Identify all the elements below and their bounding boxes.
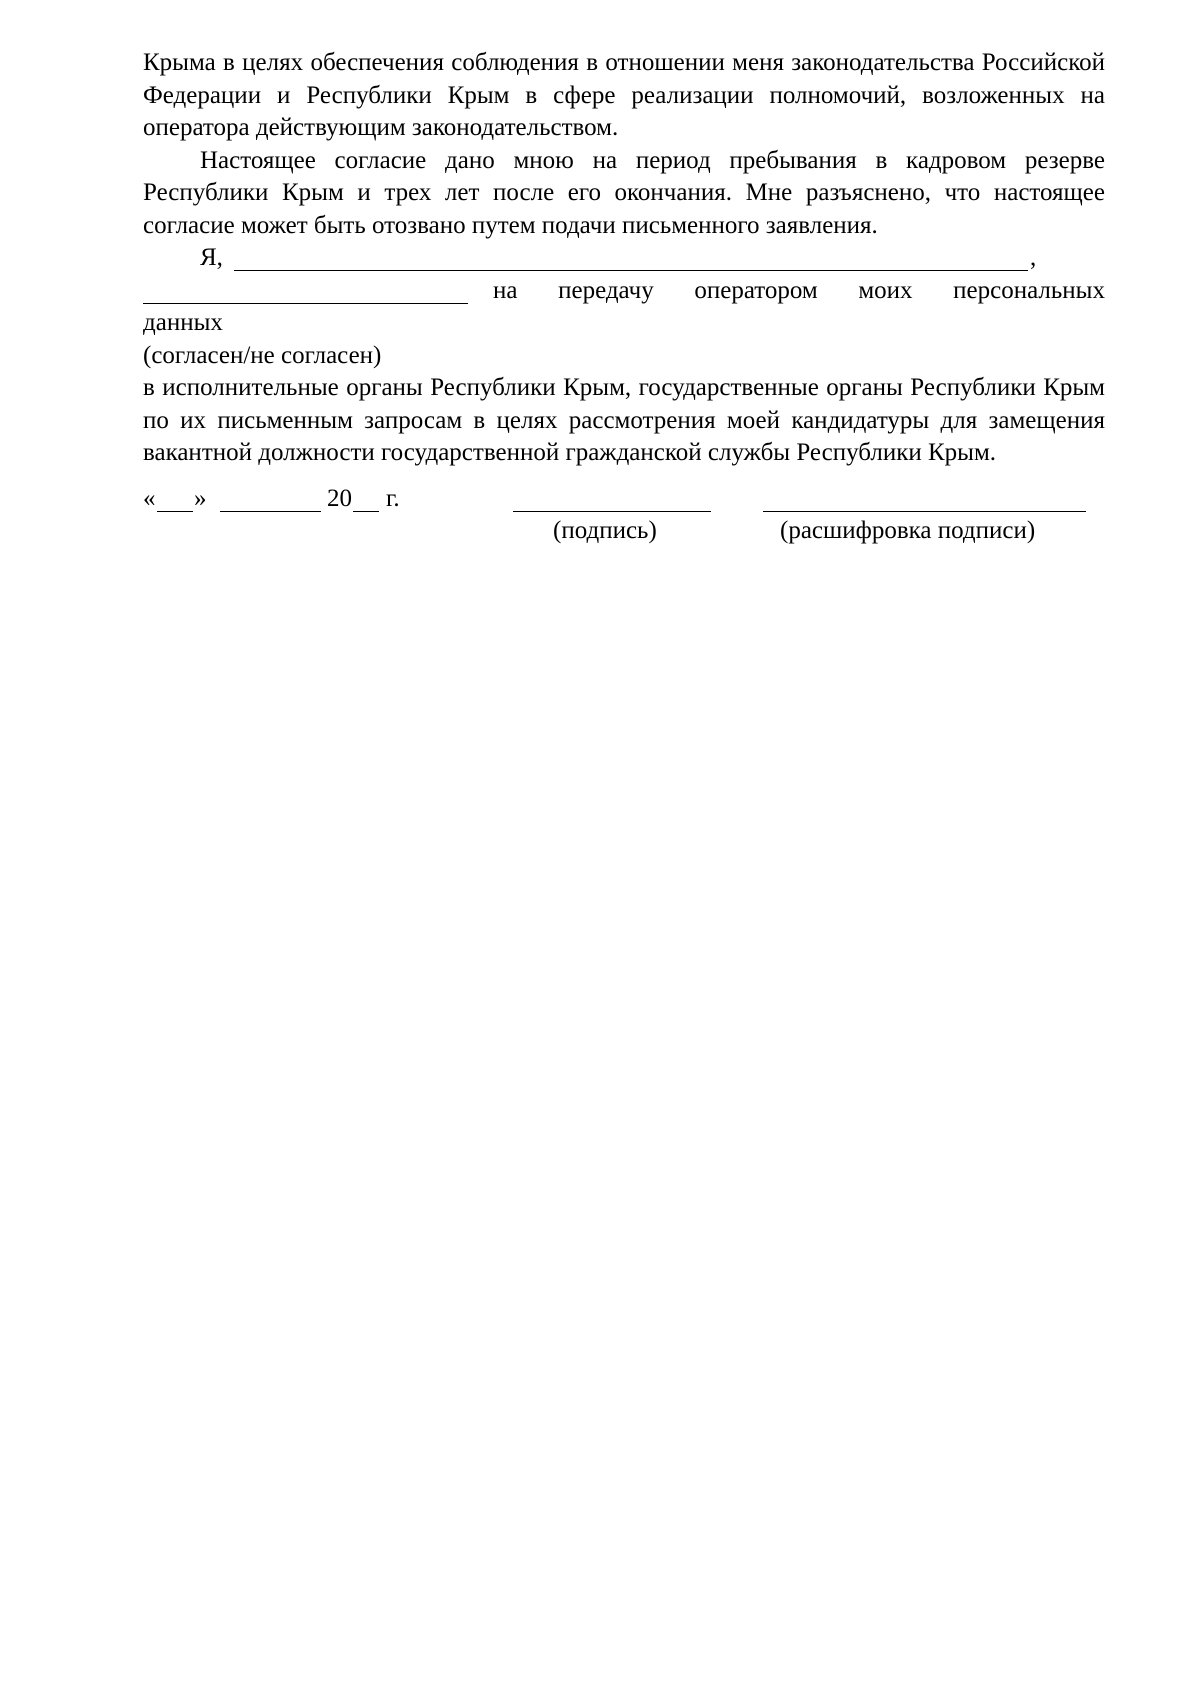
consent-transfer-line	[143, 275, 1105, 308]
paragraph-consent-period: Настоящее согласие дано мною на период пребывания в кадровом резерве Республики Крым и трех лет после его окончания. Мне разъяснено, что настоящее согласие может быть отозвано путем подачи письменного заявления.	[143, 146, 1105, 239]
quote-open: «	[143, 484, 156, 512]
transfer-word: моих	[858, 276, 913, 304]
paragraph-recipients: в исполнительные органы Республики Крым, государственные органы Республики Крым по их письменным запросам в целях рассмотрения моей кандидатуры для замещения вакантной должности государственной гражданской службы Республики Крым.	[143, 374, 1105, 466]
day-field[interactable]	[157, 487, 193, 512]
transfer-word: на	[493, 276, 518, 304]
transfer-word: оператором	[694, 276, 818, 304]
document-page	[143, 47, 1105, 548]
quote-close: »	[194, 484, 207, 512]
transfer-word: передачу	[558, 276, 654, 304]
data-word: данных	[143, 309, 223, 336]
date-signature-line	[143, 483, 1105, 516]
transfer-word: персональных	[953, 276, 1105, 304]
signature-caption: (подпись)	[553, 517, 657, 544]
signature-field[interactable]	[513, 487, 711, 512]
transfer-words	[493, 275, 1105, 308]
signature-captions-line	[143, 515, 1105, 548]
consent-hint: (согласен/не согласен)	[143, 341, 382, 369]
full-name-field[interactable]	[234, 246, 1028, 271]
year-suffix: г.	[386, 484, 400, 512]
year-field[interactable]	[353, 487, 379, 512]
paragraph-operator-purpose: Крыма в целях обеспечения соблюдения в отношении меня законодательства Российской Федерации и Республики Крым в сфере реализации полномочий, возложенных на оператора действующим законодательством.	[143, 49, 1105, 141]
name-line	[143, 242, 1105, 275]
name-prefix: Я,	[200, 244, 223, 271]
signature-decoding-field[interactable]	[763, 487, 1086, 512]
month-field[interactable]	[220, 487, 321, 512]
year-prefix: 20	[327, 484, 352, 512]
consent-hint-line	[143, 340, 1105, 373]
name-suffix: ,	[1030, 244, 1037, 271]
signature-decoding-caption: (расшифровка подписи)	[780, 517, 1036, 544]
consent-choice-field[interactable]	[143, 279, 468, 304]
data-word-line	[143, 307, 1105, 340]
